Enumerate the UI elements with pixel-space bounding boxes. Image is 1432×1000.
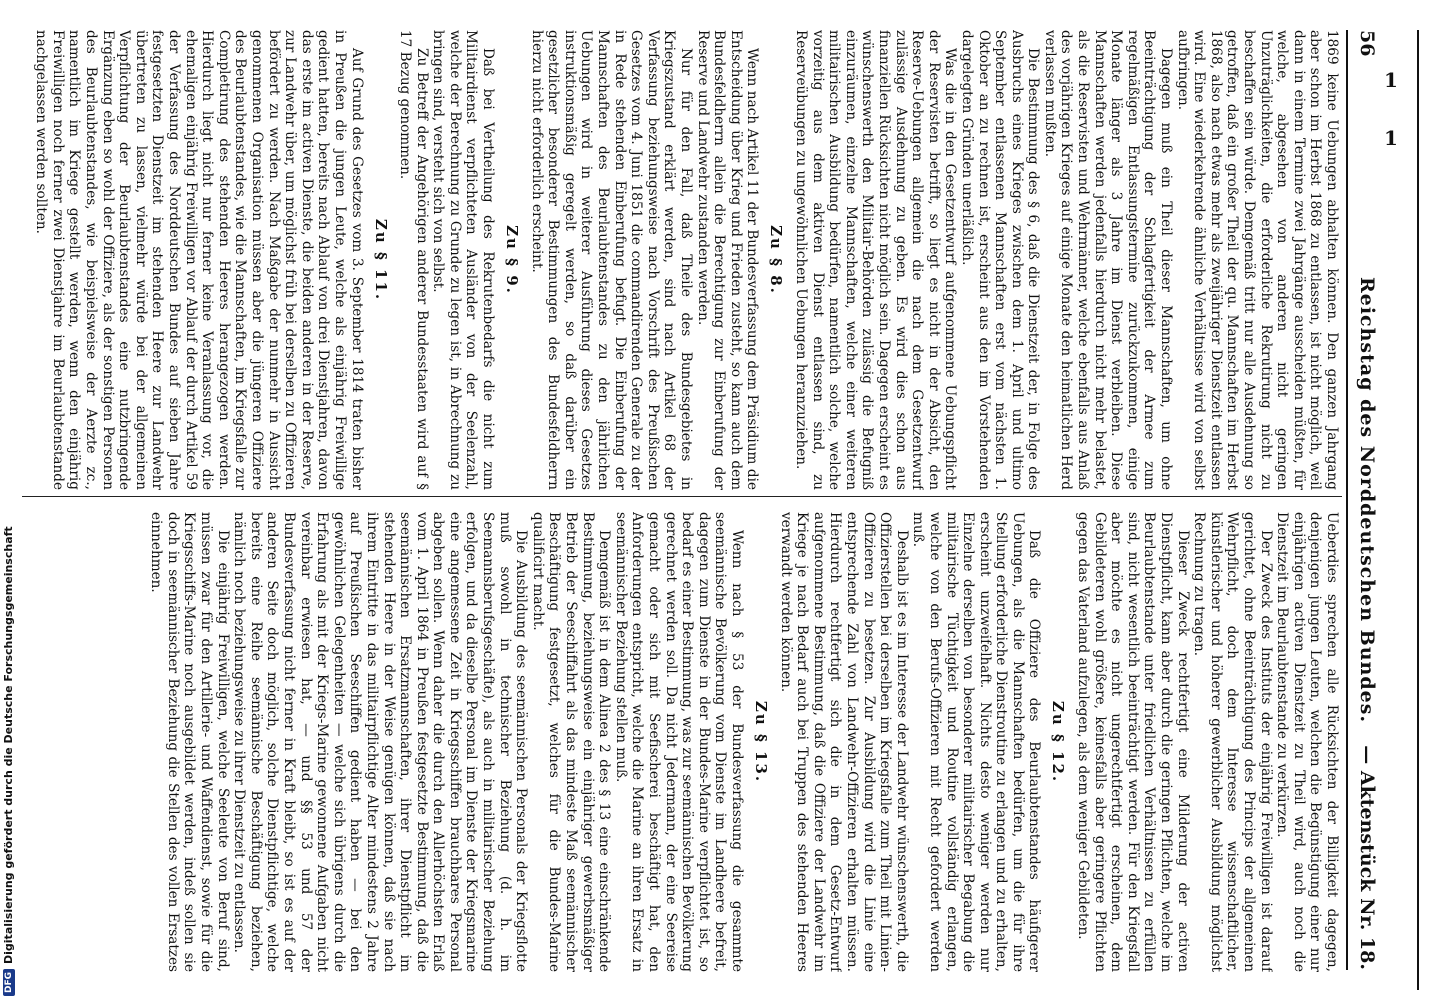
paragraph: Nur für den Fall, daß Theile des Bundesgebietes in Kriegszustand erklärt werden, sind nach Artikel 68 der Verfassung beziehungsweise nach Vorschrift des Preußischen Gesetzes vom 4. Juni 1851 die commandirenden Generale zu der in Rede stehenden Einberufung befugt. Die Einberufung der Mannschaften des Beurlaubtenstandes zu den jährlichen Uebungen wird in weiterer Ausführung dieses Gesetzes instruktionsmäßig geregelt werden, so daß darüber ein gesetzlicher besonderer Bestimmungen des Bundesfeldherrn hierzu nicht erforderlich erscheint. <box>528 30 695 490</box>
paragraph: Zu Betreff der Angehörigen anderer Bundesstaaten wird auf § 17 Bezug genommen. <box>397 30 430 490</box>
paragraph: Ueberdies sprechen alle Rücksichten der Billigkeit dagegen, denjenigen jungen Leuten, welchen die Begünstigung einer nur einjährigen activen Dienstzeit zu Theil wird, auch noch die Dienstzeit im Beurlaubtenstande zu verkürzen. <box>1274 512 1340 972</box>
section-heading: Zu § 9. <box>503 225 522 295</box>
attachment-label: — Aktenstück Nr. 18. <box>1356 745 1378 970</box>
paragraph: Auf Grund des Gesetzes vom 3. September 1814 traten bisher in Preußen die jungen Leute, welche als einjährig Freiwillige gedient hatten, bereits nach Ablauf von drei Dienstjahren, davon das erste im activen Dienste, die beiden anderen in der Reserve, zur Landwehr über, um möglichst früh bei derselben zu Offizieren befördert zu werden. Nach Maßgabe der nunmehr in Aussicht genommenen Organisation müssen aber die jüngeren Offiziere des Beurlaubtenstandes, wie die Mannschaften, im Kriegsfalle zur Completirung des stehenden Heeres herangezogen werden. Hierdurch liegt nicht nur ferner keine Veranlassung vor, die ehemaligen einjährig Freiwilligen vor Ablauf der durch Artikel 59 der Verfassung des Norddeutschen Bundes auf sieben Jahre festgesetzten Dienstzeit im stehenden Heere zur Landwehr übertreten zu lassen, vielmehr würde bei der allgemeinen Verpflichtung der Beurlaubtenstandes eine nutzbringende Ergänzung eben so wohl der Offiziere, als der sonstigen Personen des Beurlaubtenstandes, wie beispielsweise der Aerzte zc., namentlich im Kriege gestellt werden, wenn den einjährig Freiwilligen noch ferner zwei Dienstjahre im Beurlaubtenstande nachgelassen werden sollten. <box>33 30 365 490</box>
paragraph: Die einjährig Freiwilligen, welche Seeleute von Beruf sind, müssen zwar für den Artillerie- und Waffendienst, sowie für die Kriegsschiffs-Marine noch ausgebildet werden, indeß sollen sie doch in seemännischer Beziehung die Stellen des vollen Ersatzes einnehmen. <box>148 512 231 972</box>
running-head <box>1348 30 1382 970</box>
paragraph: Die Bestimmung des § 6, daß die Dienstzeit der, in Folge des Ausbruchs eines Krieges zwischen dem 1. April und ultimo September entlassenen Mannschaften erst vom nächsten 1. Oktober an zu rechnen ist, erscheint aus den im Vorstehenden dargelegten Gründen unerläßlich. <box>958 30 1042 490</box>
digitization-credit <box>2 526 15 996</box>
section-heading: Zu § 11. <box>371 218 390 302</box>
paragraph: Dagegen muß ein Theil dieser Mannschaften, um ohne Beeinträchtigung der Schlagfertigkeit der Armee zum regelmäßigen Entlassungstermine zurückzukommen, einige Monate länger als 3 Jahre im Dienst verbleiben. Diese Mannschaften werden jedenfalls hierdurch nicht mehr belastet, als die Reservisten und Wehrmänner, welche ebenfalls aus Anlaß des vorjährigen Krieges auf einige Monate den heimatlichen Herd verlassen mußten. <box>1041 30 1175 490</box>
right-column <box>10 512 1340 972</box>
margin-mark-1: 1 <box>1384 68 1398 92</box>
header-rule <box>1346 30 1348 970</box>
paragraph: Wenn nach § 53 der Bundesverfassung die gesammte seemännische Bevölkerung vom Dienste im Landheere befreit, dagegen zum Dienste in der Bundes-Marine verpflichtet ist, so bedarf es einer Bestimmung, was zur seemännischen Bevölkerung gerechnet werden soll. Da nicht Jedermann, der eine Seereise gemacht oder sich mit Seefischerei beschäftigt hat, den Anforderungen entspricht, welche die Marine an ihren Ersatz in seemännischer Beziehung stellen muß. <box>612 512 745 972</box>
journal-title: Reichstag des Norddeutschen Bundes. <box>1356 276 1378 724</box>
page-edge-rule <box>1417 30 1419 990</box>
paragraph: Daß bei Vertheilung des Rekrutenbedarfs die nicht zum Militairdienst verpflichteten Ausländer von der Seelenzahl, welche der Berechnung zu Grunde zu legen ist, in Abrechnung zu bringen sind, versteht sich von selbst. <box>430 30 497 490</box>
paragraph: Daß die Offiziere des Beurlaubtenstandes häufigerer Uebungen, als die Mannschaften bedürfen, um die für ihre Stellung erforderliche Dienstroutine zu erlangen und zu erhalten, erscheint unzweifelhaft. Nichts desto weniger werden nur Einzelne derselben von besonderer militairischer Begabung die militairische Tüchtigkeit und Routine vollständig erlangen, welche von den Berufs-Offizieren mit Recht gefordert werden muß. <box>910 512 1043 972</box>
paragraph: Der Zweck des Instituts der einjährig Freiwilligen ist darauf gerichtet, ohne Beeinträchtigung des Princips der allgemeinen Wehrpflicht, doch dem Interesse wissenschaftlicher, künstlerischer und höherer gewerblicher Ausbildung möglichst Rechnung zu tragen. <box>1191 512 1274 972</box>
section-heading: Zu § 12. <box>1049 700 1068 784</box>
page-number: 56 <box>1356 30 1378 57</box>
paragraph: Wenn nach Artikel 11 der Bundesverfassung dem Präsidium die Entscheidung über Krieg und Frieden zusteht, so kann auch dem Bundesfeldherrn allein die Berechtigung zur Einberufung der Reserve und Landwehr zustanden werden. <box>694 30 761 490</box>
paragraph: Dieser Zweck rechtfertigt eine Milderung der activen Dienstpflicht, kann aber durch die geringen Pflichten, welche im Beurlaubtenstande unter friedlichen Verhältnissen zu erfüllen sind, nicht wesentlich beeinträchtigt werden. Für den Kriegsfall aber möchte es nicht ungerechtfertigt erscheinen, dem Gebildeteren wohl größere, keinesfalls aber geringere Pflichten gegen das Vaterland aufzulegen, als dem weniger Gebildeten. <box>1075 512 1191 972</box>
section-heading: Zu § 13. <box>752 700 770 784</box>
dfg-logo: DFG <box>3 969 15 996</box>
section-heading: Zu § 8. <box>767 225 786 295</box>
column-divider <box>22 496 1342 497</box>
credit-text: Digitalisierung gefördert durch die Deutsche Forschungsgemeinschaft <box>2 526 15 964</box>
margin-mark-2: 1 <box>1384 126 1398 150</box>
paragraph: Was die in den Gesetzentwurf aufgenommene Uebungspflicht der Reservisten betrifft, so liegt es nicht in der Absicht, den Reserve-Uebungen allgemein die nach dem Gesetzentwurf zulässige Ausdehnung zu geben. Es wird dies schon aus finanziellen Rücksichten nicht möglich sein. Dagegen erscheint es wünschenswerth den Militair-Behörden zulässig die Befugniß einzuräumen, einzelne Mannschaften, welche einer weiteren militairischen Ausbildung bedürfen, namentlich solche, welche vorzeitig aus dem aktiven Dienst entlassen sind, zu Reserveübungen zu ungewöhnlichen Uebungen heranzuziehen. <box>793 30 959 490</box>
paragraph: 1869 keine Uebungen abhalten können. Den ganzen Jahrgang aber schon im Herbst 1868 zu entlassen, ist nicht möglich, weil dann in einem Termine zwei Jahrgänge ausscheiden müßten, für welche, abgesehen von anderen nicht geringen Unzuträglichkeiten, die erforderliche Rekrutirung nicht zu beschaffen sein würde. Demgemäß tritt nur alle Ausdehnung so getroffen, daß ein großer Theil der qu. Mannschaften im Herbst 1868, also nach etwas mehr als zweijähriger Dienstzeit entlassen wird. Eine wiederkehrende ähnliche Verhältnisse wird von selbst aufbringen. <box>1174 30 1340 490</box>
paragraph: Demgemäß ist in dem Alinea 2 des § 13 eine einschränkende Bestimmung, beziehungsweise ein einjähriger gewerbsmäßiger Betrieb der Seeschiffahrt als das mindeste Maß seemännischer Beschäftigung festgesetzt, welches für die Bundes-Marine qualificirt macht. <box>529 512 613 972</box>
paragraph: Die Ausbildung des seemännischen Personals der Kriegsflotte muß sowohl in technischer Beziehung (d. h. im Seemannsberufsgeschäfte), als auch in militairischer Beziehung erfolgen, und da dieselbe Personal im Dienste der Kriegsmarine eine angemessene Zeit in Kriegsschiffen brauchbares Personal abgeben sollen. Wenn daher die durch den Allerhöchsten Erlaß vom 1. April 1864 in Preußen festgesetzte Bestimmung, daß die seemännischen Ersatzmannschaften, ihrer Dienstpflicht im stehenden Heere in der Weise genügen können, daß sie nach ihrem Eintritte in das militairpflichtige Alter mindestens 2 Jahre auf Preußischen Seeschiffen gedient haben — bei den gewöhnlichen Gelegenheiten — welche sich übrigens durch die Erfahrung als mit der Kriegs-Marine gewonnene Aufgaben nicht vereinbar erwiesen hat, — und §§ 53 und 57 der Bundesverfassung nicht ferner in Kraft bleibt, so ist es auf der anderen Seite doch möglich, solche Dienstpflichtige, welche bereits eine Reihe seemännische Beschäftigung beziehen, nämlich noch beziehungsweise zu ihrer Dienstzeit zu entlassen. <box>231 512 530 972</box>
paragraph: Deshalb ist es im Interesse der Landwehr wünschenswerth, die Offizierstellen bei derselben im Kriegsfalle zum Theil mit Linien-Offizieren zu besetzen. Zur Ausbildung wird die Linie eine entsprechende Zahl von Landwehr-Offizieren erhalten müssen. Hierdurch rechtfertigt sich die in dem Gesetz-Entwurf aufgenommene Bestimmung, daß die Offiziere der Landwehr im Kriege je nach Bedarf auch bei Truppen des stehenden Heeres verwandt werden können. <box>777 512 910 972</box>
left-column <box>10 30 1340 490</box>
